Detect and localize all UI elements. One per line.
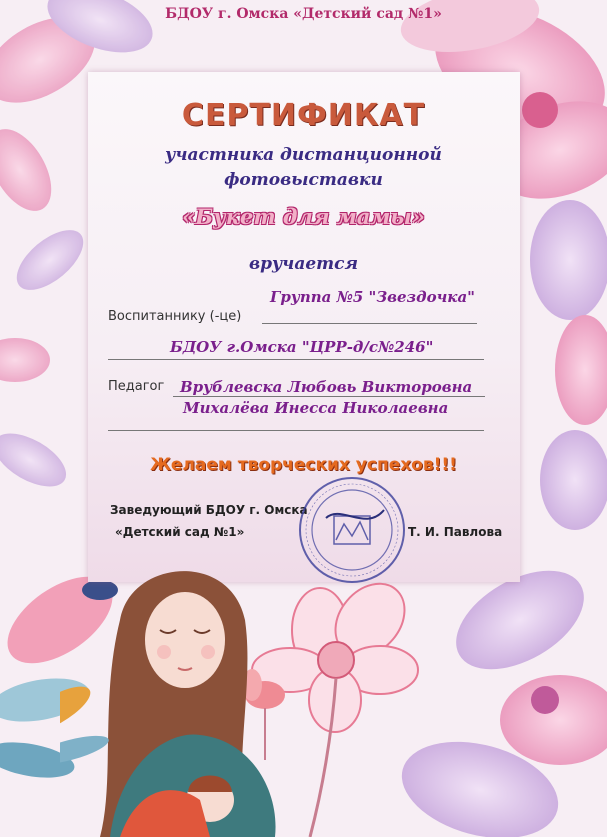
subtitle-line-1: участника дистанционной xyxy=(165,145,442,165)
recipient-underline xyxy=(262,323,477,324)
recipient-label: Воспитаннику (-це) xyxy=(108,309,242,324)
teacher-underline-2 xyxy=(108,430,484,431)
mother-child-illustration xyxy=(60,560,480,837)
recipient-value: Группа №5 "Звездочка" xyxy=(270,288,475,306)
signatory-name: Т. И. Павлова xyxy=(408,525,503,539)
institution-value: БДОУ г.Омска "ЦРР-д/с№246" xyxy=(170,338,434,356)
organization-header: БДОУ г. Омска «Детский сад №1» xyxy=(165,6,442,22)
signatory-title-line-2: «Детский сад №1» xyxy=(115,525,245,539)
face xyxy=(145,592,225,688)
teacher-name-2: Михалёва Инесса Николаевна xyxy=(183,399,449,417)
awarded-text: вручается xyxy=(248,254,359,274)
teacher-underline-1 xyxy=(173,396,485,397)
wish-text: Желаем творческих успехов!!! xyxy=(150,455,457,475)
subtitle-line-2: фотовыставки xyxy=(224,170,383,190)
institution-underline xyxy=(108,359,484,360)
teacher-name-1: Врублевска Любовь Викторовна xyxy=(180,378,473,396)
signatory-title-line-1: Заведующий БДОУ г. Омска xyxy=(110,503,308,517)
certificate-title: СЕРТИФИКАТ xyxy=(181,98,426,133)
teacher-label: Педагог xyxy=(108,379,165,394)
event-name: «Букет для мамы» xyxy=(182,204,425,229)
